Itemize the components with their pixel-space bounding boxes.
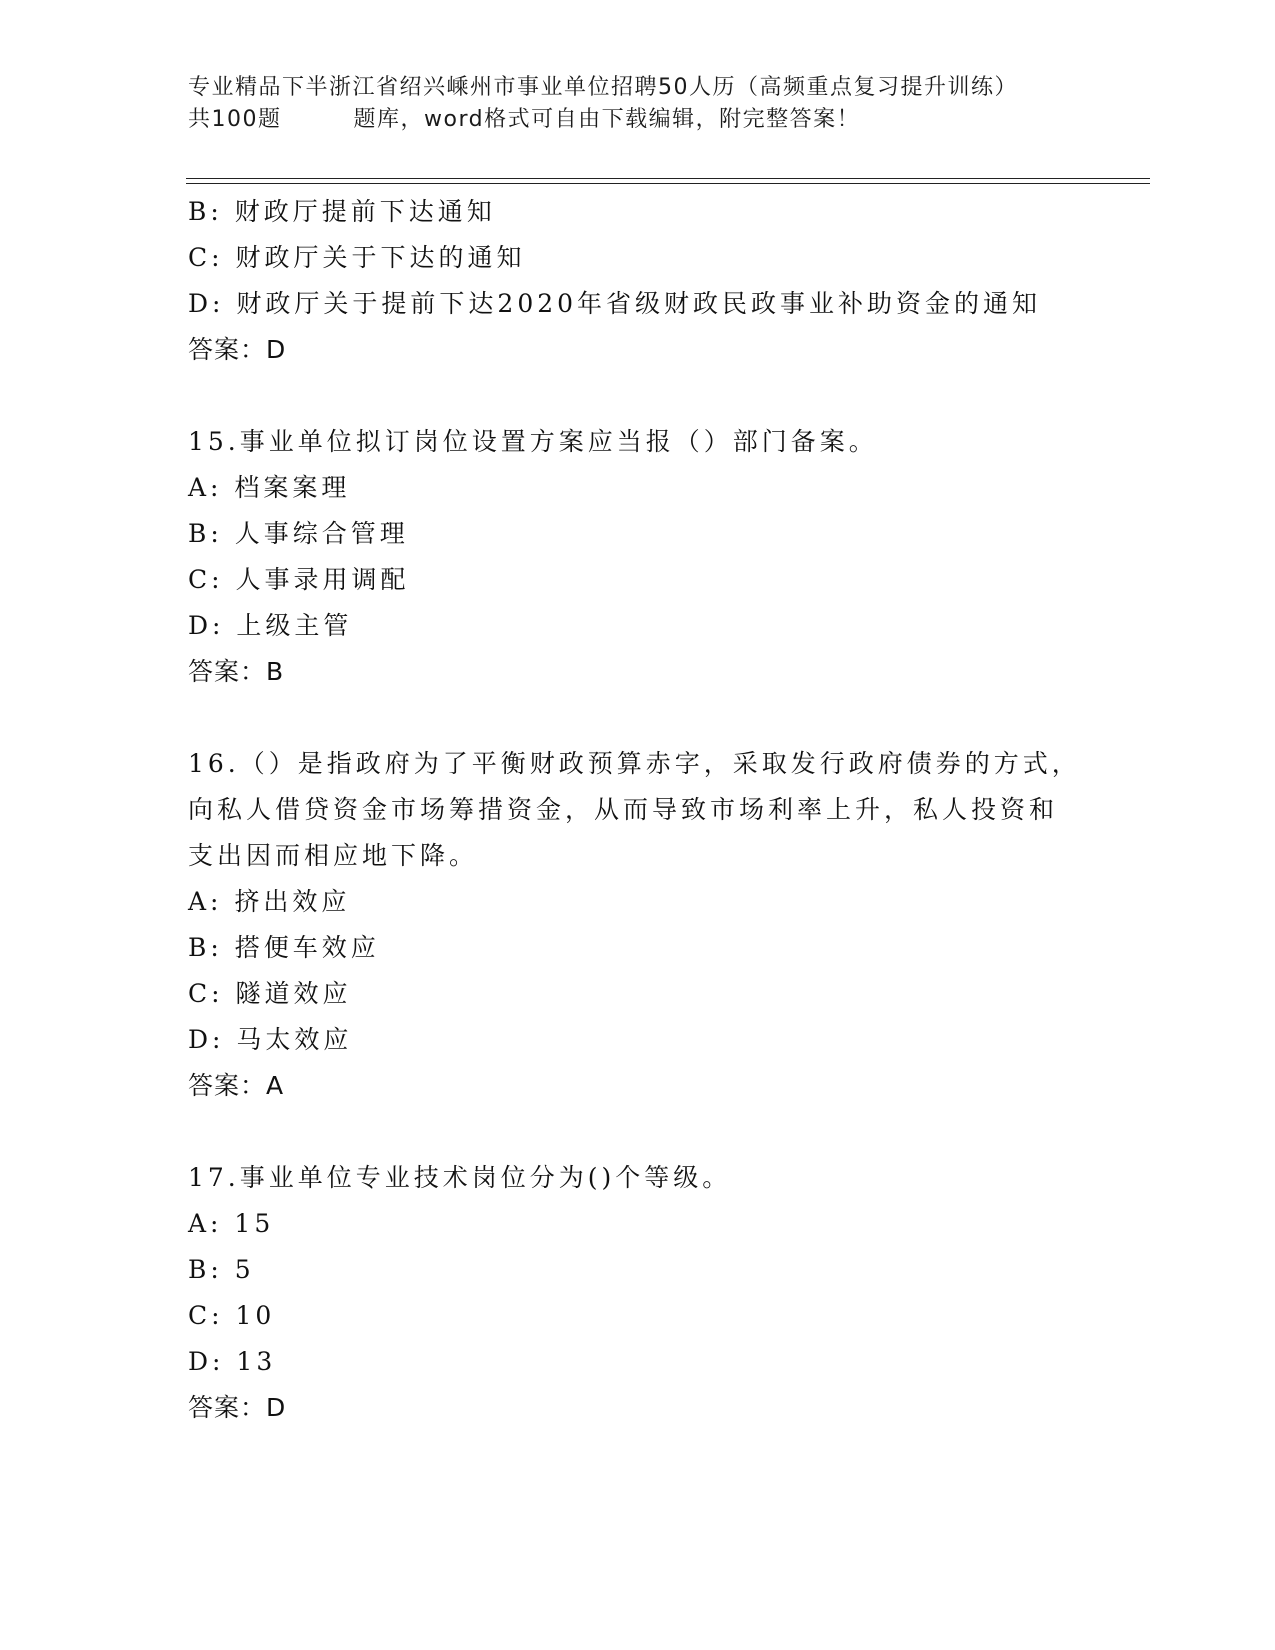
header-divider-bottom — [186, 183, 1150, 184]
option-a: A: 15 — [188, 1209, 275, 1238]
question-stem-line-2: 向私人借贷资金市场筹措资金，从而导致市场利率上升，私人投资和 — [188, 795, 1059, 824]
option-d: D: 13 — [188, 1347, 277, 1376]
question-list — [188, 189, 1088, 1431]
question-stem-line-3: 支出因而相应地下降。 — [188, 841, 479, 870]
question-17 — [188, 1155, 1088, 1431]
document-header — [188, 72, 1148, 136]
header-subtitle-line — [188, 104, 1148, 136]
question-15 — [188, 419, 1088, 695]
option-c: C: 财政厅关于下达的通知 — [188, 243, 526, 272]
option-c: C: 隧道效应 — [188, 979, 352, 1008]
option-d: D: 财政厅关于提前下达2020年省级财政民政事业补助资金的通知 — [188, 289, 1042, 318]
question-stem: 15.事业单位拟订岗位设置方案应当报（）部门备案。 — [188, 427, 878, 456]
question-stem-line-1: 16.（）是指政府为了平衡财政预算赤字，采取发行政府债券的方式， — [188, 749, 1081, 778]
option-a: A: 档案案理 — [188, 473, 351, 502]
question-stem: 17.事业单位专业技术岗位分为()个等级。 — [188, 1163, 732, 1192]
option-c: C: 10 — [188, 1301, 276, 1330]
option-b: B: 财政厅提前下达通知 — [188, 197, 496, 226]
option-a: A: 挤出效应 — [188, 887, 351, 916]
option-b: B: 5 — [188, 1255, 255, 1284]
answer: 答案：B — [188, 657, 285, 686]
question-16 — [188, 741, 1088, 1109]
header-title-line: 专业精品下半浙江省绍兴嵊州市事业单位招聘50人历（高频重点复习提升训练） — [188, 75, 1018, 100]
option-d: D: 马太效应 — [188, 1025, 353, 1054]
answer: 答案：D — [188, 335, 287, 364]
option-b: B: 人事综合管理 — [188, 519, 409, 548]
question-count: 共100题 — [188, 107, 282, 132]
option-d: D: 上级主管 — [188, 611, 353, 640]
question-14 — [188, 189, 1088, 373]
header-note: 题库，word格式可自由下载编辑，附完整答案！ — [353, 107, 861, 132]
header-divider-top — [186, 178, 1150, 179]
option-b: B: 搭便车效应 — [188, 933, 380, 962]
answer: 答案：A — [188, 1071, 285, 1100]
option-c: C: 人事录用调配 — [188, 565, 410, 594]
answer: 答案：D — [188, 1393, 287, 1422]
